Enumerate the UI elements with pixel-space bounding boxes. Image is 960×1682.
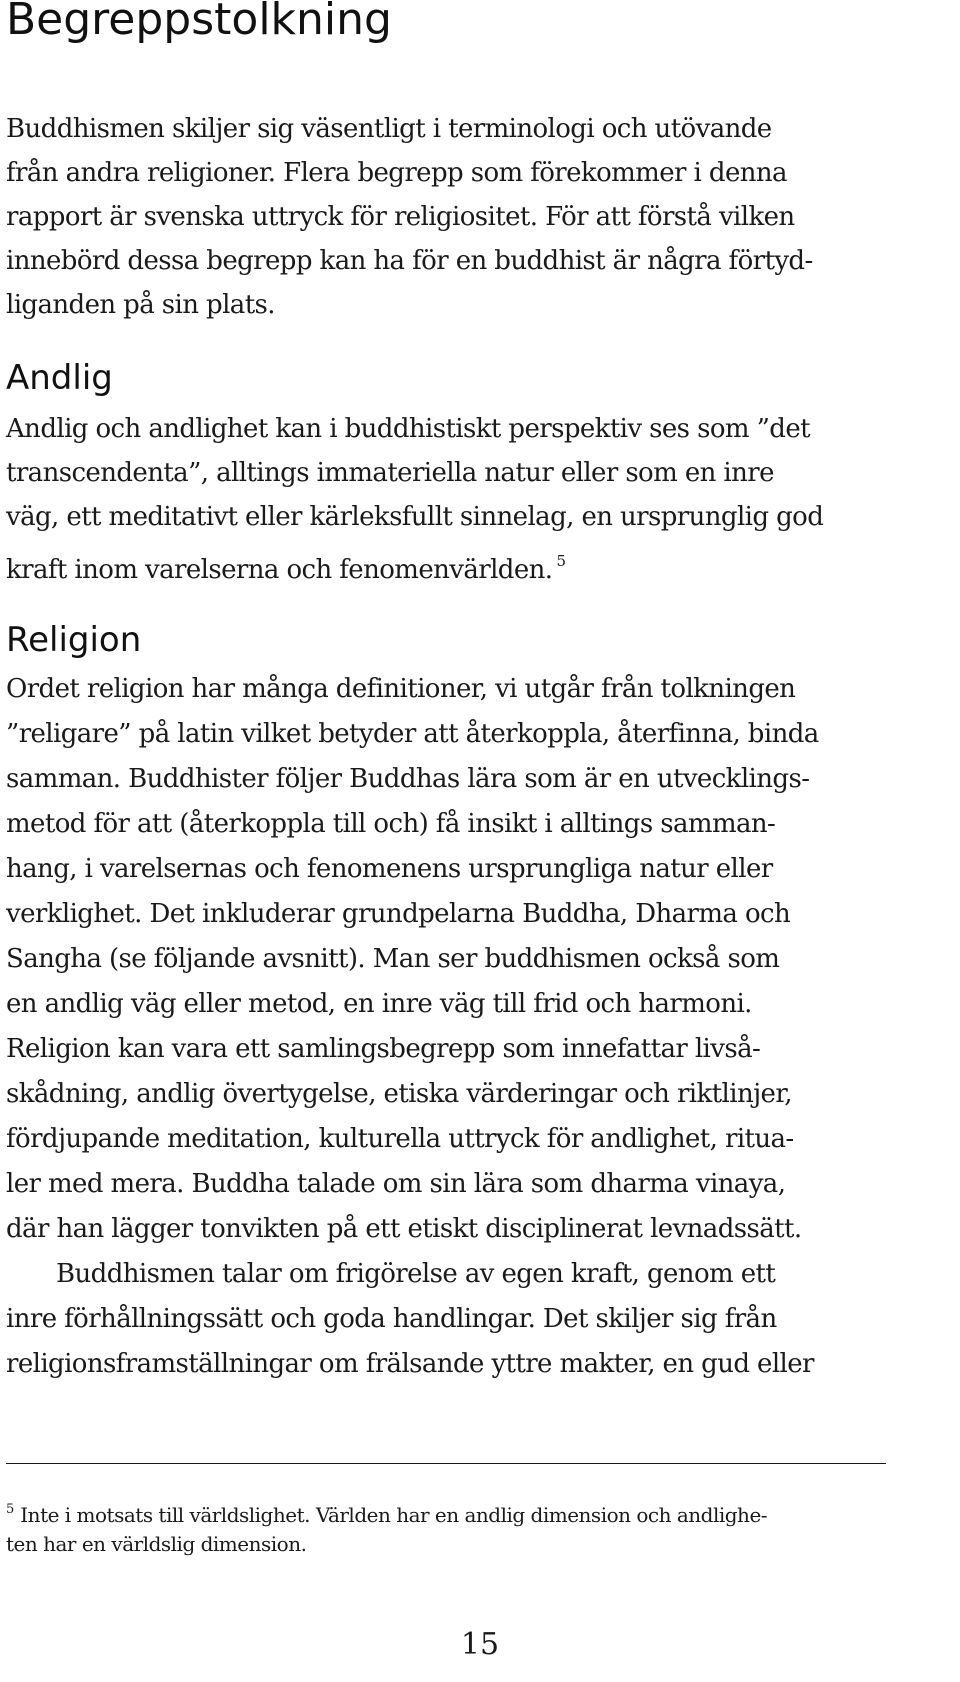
footnote-text: Inte i motsats till världslighet. Världen har en andlig dimension och andlighe- (20, 1503, 768, 1527)
body-line-last (6, 539, 954, 583)
footnote-line: ten har en världslig dimension. (6, 1532, 307, 1556)
footnote-reference[interactable]: 5 (556, 552, 566, 570)
page-title: Begreppstolkning (6, 0, 392, 45)
body-line: väg, ett meditativt eller kärleksfullt sinnelag, en ursprunglig god (6, 502, 824, 532)
body-line: ”religare” på latin vilket betyder att återkoppla, återfinna, binda (6, 719, 819, 749)
body-line: inre förhållningssätt och goda handlingar. Det skiljer sig från (6, 1304, 777, 1334)
body-line: samman. Buddhister följer Buddhas lära som är en utvecklings- (6, 764, 810, 794)
footnote (6, 1492, 954, 1562)
body-line: innebörd dessa begrepp kan ha för en buddhist är några förtyd- (6, 246, 813, 276)
body-line: ler med mera. Buddha talade om sin lära som dharma vinaya, (6, 1169, 786, 1199)
footnote-divider (6, 1463, 886, 1464)
body-line: Andlig och andlighet kan i buddhistiskt perspektiv ses som ”det (6, 414, 810, 444)
body-line: verklighet. Det inkluderar grundpelarna Buddha, Dharma och (6, 899, 791, 929)
body-line: från andra religioner. Flera begrepp som förekommer i denna (6, 158, 787, 188)
section-heading-religion: Religion (6, 620, 142, 660)
body-line: transcendenta”, alltings immateriella natur eller som en inre (6, 458, 774, 488)
body-line: Sangha (se följande avsnitt). Man ser buddhismen också som (6, 944, 780, 974)
body-line: hang, i varelsernas och fenomenens ursprungliga natur eller (6, 854, 773, 884)
body-line: Religion kan vara ett samlingsbegrepp som innefattar livså- (6, 1034, 761, 1064)
body-line: skådning, andlig övertygelse, etiska värderingar och riktlinjer, (6, 1079, 792, 1109)
body-line: religionsframställningar om frälsande yttre makter, en gud eller (6, 1349, 814, 1379)
footnote-marker: 5 (6, 1502, 15, 1517)
body-line: metod för att (återkoppla till och) få insikt i alltings samman- (6, 809, 776, 839)
body-line: rapport är svenska uttryck för religiositet. För att förstå vilken (6, 202, 795, 232)
footnote-line (6, 1492, 954, 1527)
intro-paragraph (6, 107, 954, 327)
section-body-religion (6, 667, 954, 1387)
page-number: 15 (460, 1627, 500, 1662)
body-line-text: kraft inom varelserna och fenomenvärlden. (6, 555, 553, 585)
section-body-andlig (6, 407, 954, 583)
section-heading-andlig: Andlig (6, 358, 113, 398)
body-line: där han lägger tonvikten på ett etiskt disciplinerat levnadssätt. (6, 1214, 802, 1244)
body-line-indented: Buddhismen talar om frigörelse av egen kraft, genom ett (56, 1259, 776, 1289)
body-line: Buddhismen skiljer sig väsentligt i terminologi och utövande (6, 114, 772, 144)
body-line: Ordet religion har många definitioner, vi utgår från tolkningen (6, 674, 796, 704)
body-line: en andlig väg eller metod, en inre väg till frid och harmoni. (6, 989, 752, 1019)
body-line: fördjupande meditation, kulturella uttryck för andlighet, ritua- (6, 1124, 794, 1154)
body-line: liganden på sin plats. (6, 290, 275, 320)
